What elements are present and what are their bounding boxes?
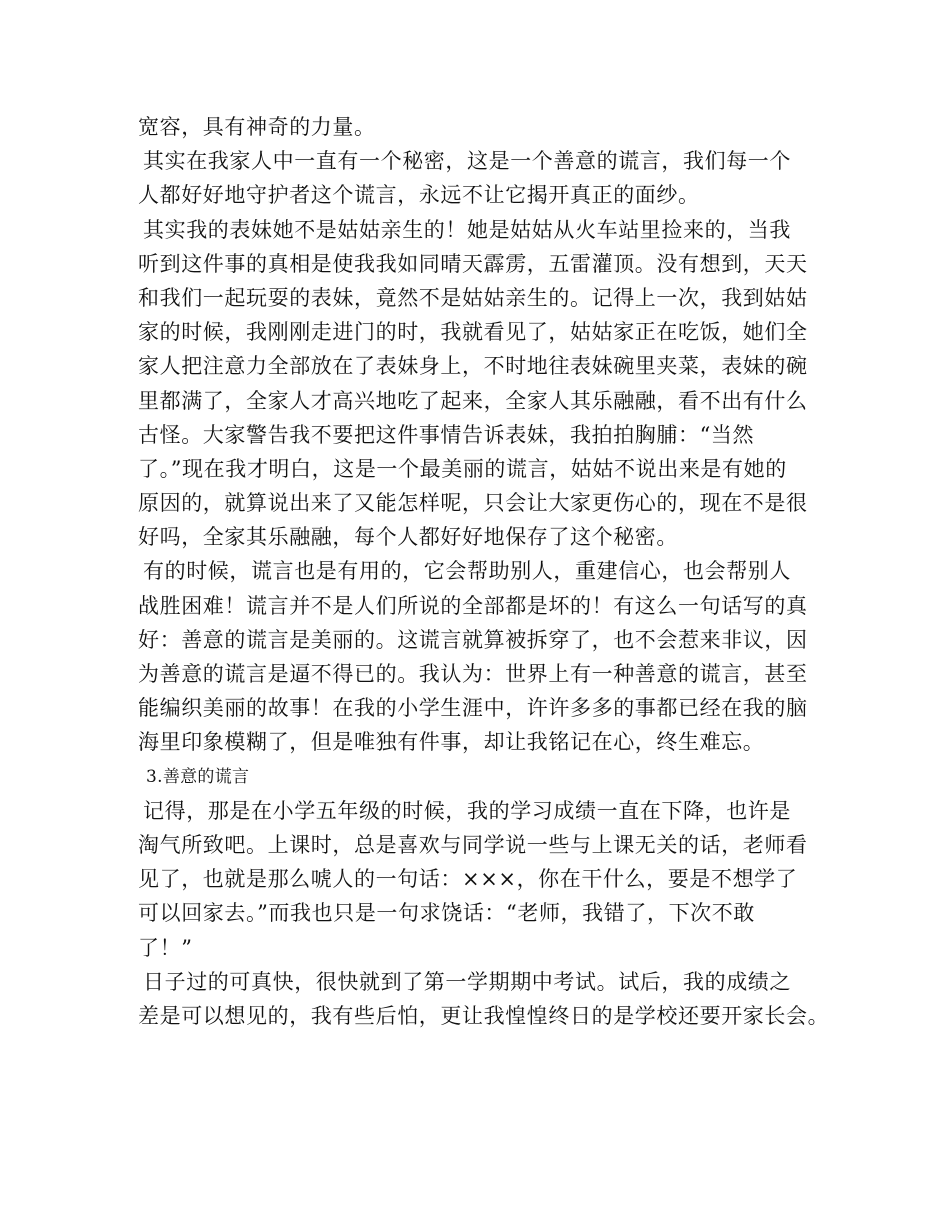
text-line: 好吗，全家其乐融融，每个人都好好地保存了这个秘密。 xyxy=(138,525,678,550)
text-line: 家人把注意力全部放在了表妹身上，不时地往表妹碗里夹菜，表妹的碗 xyxy=(138,354,808,379)
text-line: 能编织美丽的故事！在我的小学生涯中，许许多多的事都已经在我的脑 xyxy=(138,696,808,721)
text-line: 为善意的谎言是逼不得已的。我认为：世界上有一种善意的谎言，甚至 xyxy=(138,662,808,686)
text-line: 淘气所致吧。上课时，总是喜欢与同学说一些与上课无关的话，老师看 xyxy=(138,832,808,857)
text-line: 原因的，就算说出来了又能怎样呢，只会让大家更伤心的，现在不是很 xyxy=(138,491,808,516)
paragraph-start-line: 日子过的可真快，很快就到了第一学期期中考试。试后，我的成绩之 xyxy=(143,969,791,994)
text-line: 可以回家去。”而我也只是一句求饶话：“老师，我错了，下次不敢 xyxy=(138,901,755,926)
text-line: 和我们一起玩耍的表妹，竟然不是姑姑亲生的。记得上一次，我到姑姑 xyxy=(138,285,808,310)
document-body xyxy=(138,110,828,1033)
text-line: 见了，也就是那么唬人的一句话：×××，你在干什么，要是不想学了 xyxy=(138,867,798,892)
text-line: 人都好好地守护者这个谎言，永远不让它揭开真正的面纱。 xyxy=(138,183,700,208)
text-line: 好：善意的谎言是美丽的。这谎言就算被拆穿了，也不会惹来非议，因 xyxy=(138,627,808,652)
text-line: 里都满了，全家人才高兴地吃了起来，全家人其乐融融，看不出有什么 xyxy=(138,388,808,413)
text-line: 宽容，具有神奇的力量。 xyxy=(138,115,376,139)
section-heading: 3.善意的谎言 xyxy=(146,766,250,787)
text-line: 战胜困难！谎言并不是人们所说的全部都是坏的！有这么一句话写的真 xyxy=(138,593,808,618)
text-line: 古怪。大家警告我不要把这件事情告诉表妹，我拍拍胸脯：“当然 xyxy=(138,422,755,447)
text-line: 差是可以想见的，我有些后怕，更让我惶惶终日的是学校还要开家长会。 xyxy=(138,1003,830,1028)
text-line: 家的时候，我刚刚走进门的时，我就看见了，姑姑家正在吃饭，她们全 xyxy=(138,320,808,345)
paragraph-start-line: 有的时候，谎言也是有用的，它会帮助别人，重建信心，也会帮别人 xyxy=(143,559,791,584)
paragraph-start-line: 其实在我家人中一直有一个秘密，这是一个善意的谎言，我们每一个 xyxy=(143,149,791,174)
paragraph-start-line: 记得，那是在小学五年级的时候，我的学习成绩一直在下降，也许是 xyxy=(143,798,791,823)
paragraph-start-line: 其实我的表妹她不是姑姑亲生的！她是姑姑从火车站里捡来的，当我 xyxy=(143,217,791,242)
text-line: 了！” xyxy=(138,935,193,960)
text-line: 了。”现在我才明白，这是一个最美丽的谎言，姑姑不说出来是有她的 xyxy=(138,456,787,481)
text-line: 听到这件事的真相是使我我如同晴天霹雳，五雷灌顶。没有想到，天天 xyxy=(138,251,808,276)
text-line: 海里印象模糊了，但是唯独有件事，却让我铭记在心，终生难忘。 xyxy=(138,730,765,755)
